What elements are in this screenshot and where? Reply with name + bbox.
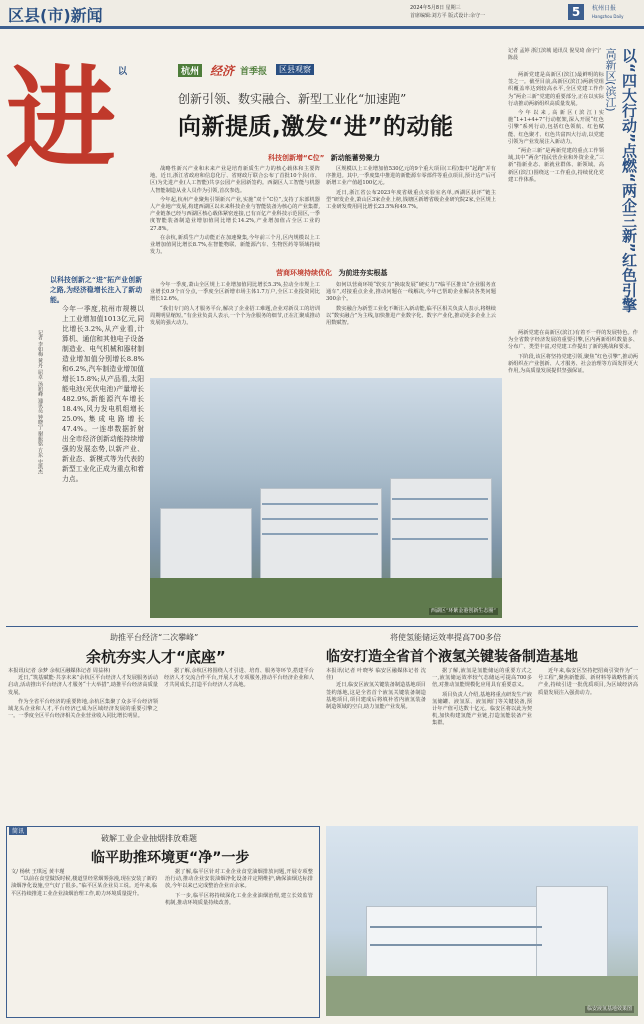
banner-logo-word: 经济 <box>210 64 235 78</box>
bottom-title: 临平助推环境更“净”一步 <box>91 850 250 866</box>
section2-kicker-red: 营商环境持续优化 <box>276 269 332 277</box>
mid-right-p2: 据了解,液氢是氢能储运的重要方式之一,液氢储运效率较气态储运可提高700多倍,对推动氢能规模化应用具有重要意义。 <box>432 668 532 689</box>
editor-credit: 首席编辑:刘方平 版式设计:余守一 <box>410 13 485 19</box>
mid-right-col2 <box>432 668 532 728</box>
section1-right-p1: 区规模以上工业增加值530亿元的9个重大项目(工程)集中“起跑”并有序推进。其中,一季度集中推进的新能源车零部件等重点项目,预计达产后可新增工业产值超100亿元。 <box>326 166 496 187</box>
mid-left-p3: 据了解,余杭区将围绕人才引进、培育、服务等环节,搭建平台经济人才交流合作平台,开展人才专项服务,推动平台经济企业和人才共同成长,打造平台经济人才高地。 <box>164 668 314 689</box>
section2-col2 <box>326 282 496 327</box>
photo-caption: 西湖区“环紫金港创新生态圈” <box>430 608 496 614</box>
section1-kicker-red: 科技创新增“C位” <box>268 154 325 162</box>
page-number: 5 <box>568 4 584 20</box>
mid-left-p1: 近日,“筑基赋能·共享未来”余杭区平台经济人才发展服务活动启动,活动推出平台经济人才服务“十大举措”,助推平台经济高质量发展。 <box>8 675 158 696</box>
mid-right-col1 <box>326 668 426 711</box>
mid-right-p4: 近年来,临安区坚持把招商引资作为“一号工程”,聚焦新能源、新材料等战略性新兴产业,持续引进一批优质项目,为区域经济高质量发展注入强劲动力。 <box>538 668 638 696</box>
bottom-kicker: 破解工业企业抽烟排放难题 <box>101 834 197 843</box>
masthead-info <box>410 4 485 20</box>
campus-photo <box>150 378 502 618</box>
bottom-p1: “以前在食堂做饭时候,楼道里经常烟雾弥漫,现在安装了新的油烟净化设施,空气好了很多。”临平区某企业员工说。近年来,临平区持续推进工业企业油烟治理工作,助力环境质量提升。 <box>11 876 157 897</box>
banner-logo-suffix: 首季报 <box>240 67 268 77</box>
section-title: 区县(市)新闻 <box>8 6 103 25</box>
mid-left-p2: 作为全省平台经济的重要阵地,余杭区集聚了众多平台经济领域龙头企业和人才,平台经济已成为区域经济发展的重要引擎之一。一季度全区平台经济相关企业营业收入同比增长明显。 <box>8 698 158 720</box>
mid-left-body <box>8 668 158 720</box>
bottom-col2 <box>165 869 313 907</box>
mid-left-byline: 本报讯(记者 余梦 余杭区融媒体记者 周益林) <box>8 668 111 674</box>
right-body-1: 两新党建是高新区(滨江)最鲜明的标签之一。截至目前,高新区(滨江)两新党组织覆盖率达到较高水平,全区党建工作作为“两企三新”党建的重要部分,正在以实际行动推动两新组织高质量发展。 <box>508 72 604 107</box>
bottom-byline: 文/ 杨秋 王琪远 黄丰瑾 <box>11 869 65 875</box>
factory-caption: 临安液氢基地效果图 <box>586 1006 632 1012</box>
mid-right-p1: 近日,临安区液氢关键装备制造基地项目签约落地,这是全省首个液氢关键装备制造基地项目,项目建成后将填补省内液氢装备制造领域的空白,助力氢能产业发展。 <box>326 682 426 711</box>
factory-photo <box>326 826 638 1016</box>
reporter-credit: 记者 李如梅 黄丹 屈卓 汤旭峰 通讯员 钟晓宁 谢振铭 方东 史凯杰 <box>37 330 43 475</box>
lead-paragraph: 以科技创新之“进”拓产业创新之路,为经济稳增长注入了新动能。 <box>50 276 142 304</box>
banner-location: 杭州 <box>178 64 202 77</box>
section2-p1: 今年一季度,萧山全区规上工业增加值同比增长5.3%,拉动全市规上工业增长0.9个百分点,一季度全区新增市场主体1.7万户,全区工业投资同比增长12.6%。 <box>150 282 320 303</box>
masthead-stripe <box>0 26 644 29</box>
big-character: 进 <box>6 54 116 183</box>
right-body <box>508 72 604 186</box>
bottom-col1 <box>11 869 157 898</box>
section1-kicker-head: 新动能蓄势聚力 <box>330 154 380 162</box>
section2-p4: 数实融合为新型工业化不断注入新动能,临平区相关负责人表示,将继续以“数实融合”为主线,加快推进产业数字化、数字产业化,推动更多企业上云用数赋智。 <box>326 305 496 327</box>
section1-p1: 战略性新兴产业和未来产业是培育新质生产力的核心载体和主要阵地。近日,浙江省政府和信息化厅、省财政厅联合公布了首批10个县(市、区)为先进产业(人工智能)共享公园产业园新签约。西湖区人工智能与机器人智能制造从业人员作为引领,首次参选。 <box>150 166 320 194</box>
mid-right-p3: 项目负责人介绍,基地将重点研发生产液氢储罐、液氢泵、液氢阀门等关键装备,预计年产值可达数十亿元。临安区将以此为契机,加快构建氢能产业链,打造氢能装备产业集群。 <box>432 691 532 727</box>
banner-tag: 区县观察 <box>276 64 314 75</box>
right-body-2: 今年以来,高新区(滨江)实施“1+1+4+7”行动框架,深入开展“红色引擎”系列行动,包括红色领航、红色赋能、红色聚才、红色共富四大行动,以党建引领为产业发展注入新动力。 <box>508 110 604 145</box>
side-label: 以 <box>118 67 128 77</box>
section1-col2 <box>326 166 496 211</box>
section1-p2: 今年起,杭州产业聚焦引领新兴产业,实施“双十“C位”,支持了东部机器人产业地产发展,构建西湖区以未来科技企业与智能装备为核心的产业集群,产业链条已经与西湖区核心载体紧密连接,已有百亿产业科技示范园区,一季度智能装备制造业增加值同比增长14.2%,产业增加值占全区工业的27.8%。 <box>150 196 320 232</box>
factory-building <box>366 906 548 978</box>
mid-left-body-2 <box>164 668 314 690</box>
section2-p2: “我们专门的人才服务平台,解决了企业招工难题,企业对新员工的培训周期明显缩短。”有企业负责人表示,一个个为企服务的细节,正在汇聚成推动发展的强大动力。 <box>150 305 320 327</box>
section1-col1 <box>150 166 320 256</box>
right-reporter: 记者 孟婷 浙江滨城 通讯员 倪旻琦 俞宇宁 陈晨 <box>508 48 601 61</box>
section1-right-p2: 近日,浙江省公布2023年度省级重点实验室名单,西湖区获评“链主型”研发企业,萧山区3家企业上榜,钱塘区新增省级企业研究院2家,全区规上工业研发费用同比增长23.5%和49.7%。 <box>326 189 496 211</box>
mid-right-title: 临安打造全省首个液氢关键装备制造基地 <box>326 649 578 665</box>
section2-p3: 如何以营商环境“软实力”换取发展“硬实力”?临平区推出“企业服务直通车”,对接重点企业,推动问题在一线解决,今年已帮助企业解决各类问题300余个。 <box>326 282 496 303</box>
right-body-4: 两新党建在高新区(滨江)有着不一样的发展特色。作为全省数字经济发展的重要引擎,区内两新组织数量多、分布广、类型丰富,对党建工作提出了新的挑战和要求。 <box>508 330 638 351</box>
section2-kicker <box>276 268 387 278</box>
section2-col1 <box>150 282 320 327</box>
mid-left-title: 余杭夯实人才“底座” <box>86 648 226 666</box>
header-banner <box>150 62 502 80</box>
section1-p3: 在余杭,新质生产力动能正在加速聚集,今年前三个月,区内规模以上工业增加值同比增长8.7%,在智能物联、新能源汽车、生物医药等领域持续发力。 <box>150 234 320 256</box>
issue-date: 2024年5月8日 星期三 <box>410 5 461 11</box>
mid-right-kicker: 将使氢能储运效率提高700多倍 <box>390 633 502 642</box>
right-vertical-title: 以“四大行动”点燃“两企三新”红色引擎 <box>620 48 638 313</box>
factory-building <box>536 886 608 978</box>
subtitle: 创新引领、数实融合、新型工业化“加速跑” <box>178 92 407 106</box>
box-tag: 简讯 <box>9 826 27 835</box>
left-column <box>6 34 144 624</box>
right-body-lower <box>508 330 638 375</box>
paper-name-cn: 杭州日报 <box>592 5 617 12</box>
bottom-p3: 下一步,临平区将持续深化工业企业油烟治理,建立长效监管机制,推动环境质量持续改善。 <box>165 892 313 906</box>
mid-left-kicker: 助推平台经济“二次攀峰” <box>110 633 199 642</box>
bottom-p2: 据了解,临平区针对工业企业食堂油烟排放问题,开展专项整治行动,推动企业安装油烟净化设备并定期维护,确保油烟达标排放,今年以来已完成整治企业百余家。 <box>165 869 313 890</box>
left-body: 今年一季度,杭州市规模以上工业增加值1013亿元,同比增长3.2%,从产业看,计算机、通信和其他电子设备制造业、电气机械和器材制造业增加值分别增长8.8%和6.2%,汽车制造业增加值增长15.8%;从产品看,太阳能电池(光伏电池)产量增长482.9%,新能源汽车增长18.4%,风力发电机组增长25.0%,集成电路增长47.4%。一连串数据折射出全市经济创新动能持续增强的发展态势,以新产业、新业态、新模式等为代表的新型工业化正成为重点和着力点。 <box>62 305 144 483</box>
section2-kicker-head: 为前进夯实根基 <box>338 269 388 277</box>
right-body-5: 下阶段,该区将坚持党建引领,聚焦“红色引擎”,推动两新组织在产业创新、人才服务、社会治理等方面发挥更大作用,为高质量发展提供坚强保证。 <box>508 353 638 375</box>
right-body-3: “两企三新”是两新党建的重点工作领域,其中“两企”指民营企业和外资企业,“三新”指新业态、新就业群体、新领域。高新区(滨江)围绕这一工作重点,持续优化党建工作体系。 <box>508 148 604 183</box>
right-vertical-title-2: 高新区(滨江) <box>604 48 617 112</box>
mid-right-col3 <box>538 668 638 697</box>
paper-name-en: Hangzhou Daily <box>592 14 624 19</box>
divider <box>6 626 638 627</box>
main-headline: 向新提质,激发“进”的动能 <box>178 114 454 140</box>
mid-right-byline: 本报讯(记者 叶晓岑 临安区融媒体记者 沈佳) <box>326 668 426 682</box>
paper-name <box>592 5 624 21</box>
building <box>390 478 492 580</box>
section1-kicker <box>268 153 380 163</box>
building <box>160 508 252 580</box>
brief-box <box>6 826 320 1018</box>
